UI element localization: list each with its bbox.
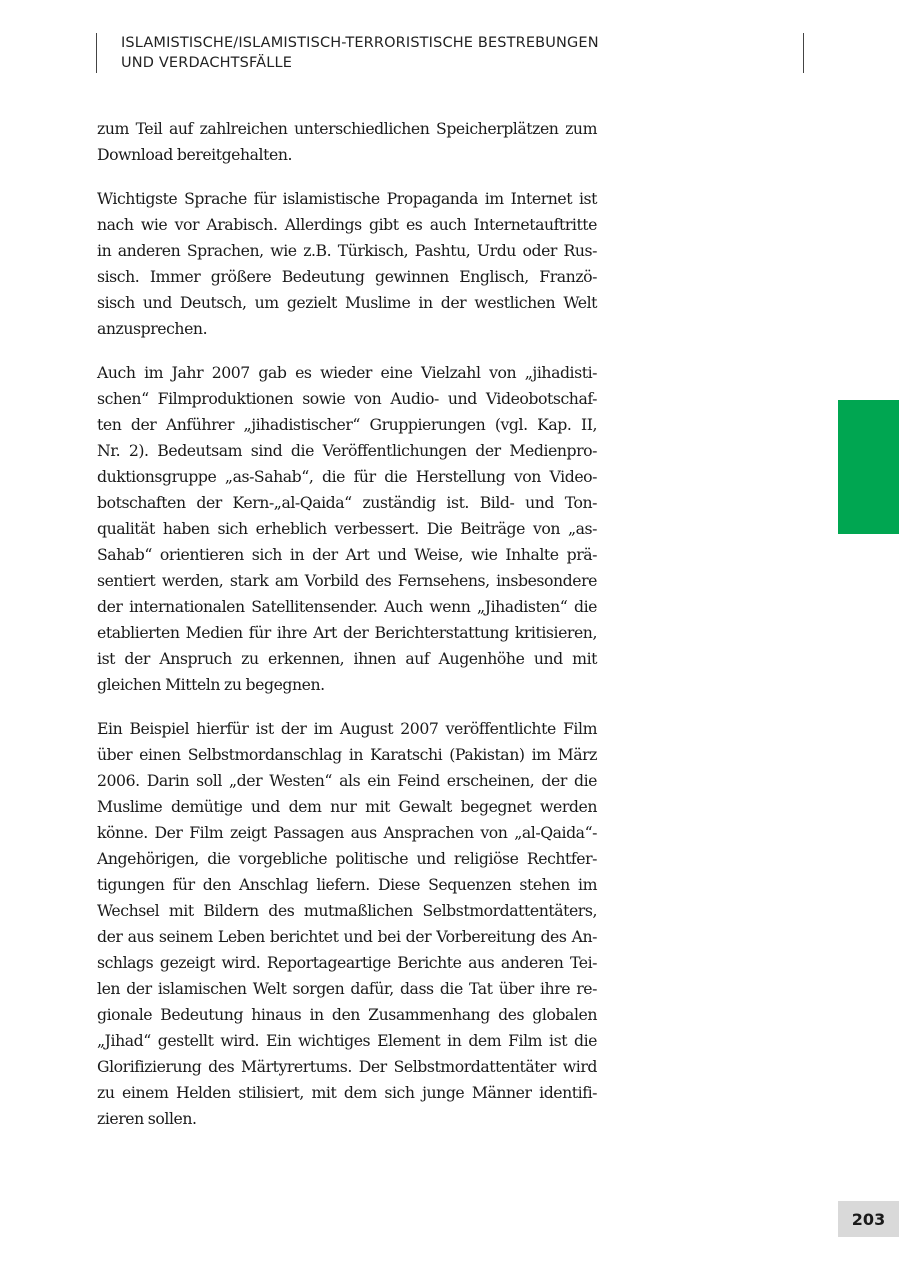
- text-line: in anderen Sprachen, wie z.B. Türkisch, Pashtu, Urdu oder Rus-: [97, 241, 597, 260]
- text-line: sisch. Immer größere Bedeutung gewinnen Englisch, Franzö-: [97, 267, 597, 286]
- body-text: [97, 116, 597, 1150]
- text-line: Download bereitgehalten.: [97, 145, 293, 164]
- section-color-tab: [838, 400, 899, 534]
- text-line: ist der Anspruch zu erkennen, ihnen auf Augenhöhe und mit: [97, 649, 597, 668]
- text-line: botschaften der Kern-„al-Qaida“ zuständig ist. Bild- und Ton-: [97, 493, 597, 512]
- text-line: Sahab“ orientieren sich in der Art und Weise, wie Inhalte prä-: [97, 545, 597, 564]
- text-line: etablierten Medien für ihre Art der Berichterstattung kritisieren,: [97, 623, 597, 642]
- text-line: nach wie vor Arabisch. Allerdings gibt es auch Internetauftritte: [97, 215, 597, 234]
- text-line: len der islamischen Welt sorgen dafür, dass die Tat über ihre re-: [97, 979, 597, 998]
- header-line-1: ISLAMISTISCHE/ISLAMISTISCH-TERRORISTISCHE BESTREBUNGEN: [121, 35, 599, 51]
- paragraph: [97, 186, 597, 342]
- text-line: anzusprechen.: [97, 319, 208, 338]
- text-line: qualität haben sich erheblich verbessert. Die Beiträge von „as-: [97, 519, 597, 538]
- text-line: Wichtigste Sprache für islamistische Propaganda im Internet ist: [97, 189, 597, 208]
- text-line: gleichen Mitteln zu begegnen.: [97, 675, 325, 694]
- text-line: zieren sollen.: [97, 1109, 197, 1128]
- text-line: schlags gezeigt wird. Reportageartige Berichte aus anderen Tei-: [97, 953, 597, 972]
- text-line: Auch im Jahr 2007 gab es wieder eine Vielzahl von „jihadisti-: [97, 363, 597, 382]
- page-number-box: [838, 1201, 899, 1237]
- running-header: [96, 33, 804, 73]
- text-line: Muslime demütige und dem nur mit Gewalt begegnet werden: [97, 797, 597, 816]
- text-line: tigungen für den Anschlag liefern. Diese Sequenzen stehen im: [97, 875, 597, 894]
- text-line: zu einem Helden stilisiert, mit dem sich junge Männer identifi-: [97, 1083, 597, 1102]
- text-line: duktionsgruppe „as-Sahab“, die für die Herstellung von Video-: [97, 467, 597, 486]
- text-line: ten der Anführer „jihadistischer“ Gruppierungen (vgl. Kap. II,: [97, 415, 597, 434]
- text-line: schen“ Filmproduktionen sowie von Audio- und Videobotschaf-: [97, 389, 597, 408]
- text-line: gionale Bedeutung hinaus in den Zusammenhang des globalen: [97, 1005, 597, 1024]
- text-line: der aus seinem Leben berichtet und bei der Vorbereitung des An-: [97, 927, 597, 946]
- paragraph: [97, 360, 597, 698]
- paragraph: [97, 716, 597, 1132]
- text-line: der internationalen Satellitensender. Auch wenn „Jihadisten“ die: [97, 597, 597, 616]
- text-line: 2006. Darin soll „der Westen“ als ein Feind erscheinen, der die: [97, 771, 597, 790]
- text-line: „Jihad“ gestellt wird. Ein wichtiges Element in dem Film ist die: [97, 1031, 597, 1050]
- text-line: Ein Beispiel hierfür ist der im August 2007 veröffentlichte Film: [97, 719, 597, 738]
- text-line: Angehörigen, die vorgebliche politische und religiöse Rechtfer-: [97, 849, 597, 868]
- text-line: könne. Der Film zeigt Passagen aus Ansprachen von „al-Qaida“-: [97, 823, 597, 842]
- running-header-text: [121, 33, 599, 73]
- paragraph: [97, 116, 597, 168]
- text-line: Wechsel mit Bildern des mutmaßlichen Selbstmordattentäters,: [97, 901, 597, 920]
- page-number: 203: [851, 1209, 886, 1229]
- text-line: über einen Selbstmordanschlag in Karatschi (Pakistan) im März: [97, 745, 597, 764]
- text-line: Nr. 2). Bedeutsam sind die Veröffentlichungen der Medienpro-: [97, 441, 597, 460]
- header-line-2: UND VERDACHTSFÄLLE: [121, 55, 293, 71]
- text-line: zum Teil auf zahlreichen unterschiedlichen Speicherplätzen zum: [97, 119, 597, 138]
- text-line: sisch und Deutsch, um gezielt Muslime in der westlichen Welt: [97, 293, 597, 312]
- text-line: sentiert werden, stark am Vorbild des Fernsehens, insbesondere: [97, 571, 597, 590]
- text-line: Glorifizierung des Märtyrertums. Der Selbstmordattentäter wird: [97, 1057, 597, 1076]
